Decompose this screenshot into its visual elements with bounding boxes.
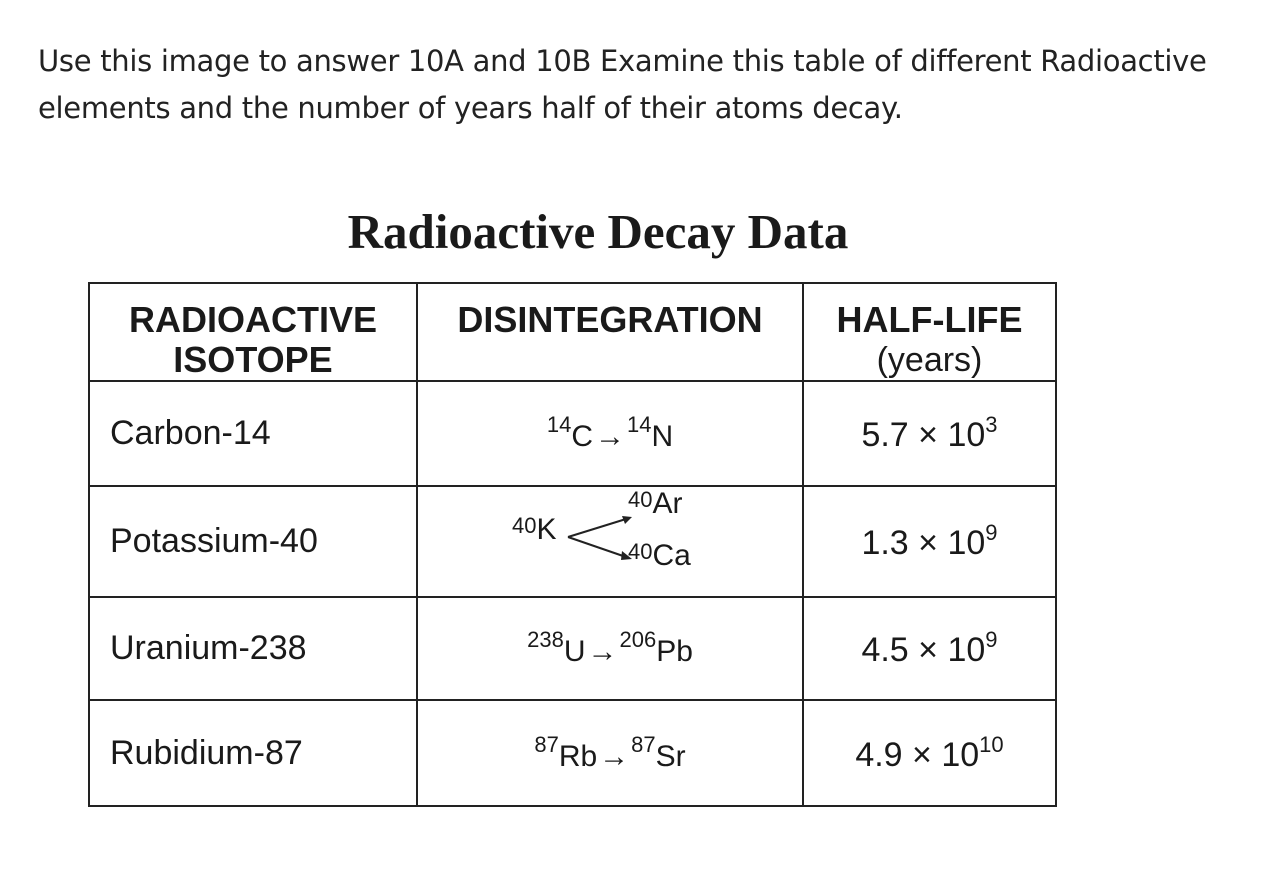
daughter-mass: 87 [631, 731, 656, 757]
halflife-mantissa: 4.5 × 10 [861, 631, 986, 669]
daughter1-symbol: Ar [652, 487, 683, 520]
header-halflife-label: HALF-LIFE [836, 299, 1023, 340]
isotope-cell: Rubidium-87 [89, 700, 417, 806]
parent-mass: 14 [546, 412, 572, 437]
daughter-mass: 14 [627, 412, 652, 437]
parent-symbol: K [536, 513, 557, 546]
daughter-symbol: N [651, 420, 674, 453]
halflife-cell [803, 381, 1056, 486]
halflife-exponent: 9 [985, 627, 998, 652]
table-row [89, 597, 1056, 700]
daughter2-symbol: Ca [652, 539, 691, 572]
decay-table [88, 282, 1057, 807]
disintegration-cell [417, 381, 803, 486]
parent-mass: 40 [512, 513, 537, 538]
halflife-cell [803, 486, 1056, 597]
arrow-icon: → [599, 739, 630, 773]
table-row [89, 381, 1056, 486]
intro-line-2: elements and the number of years half of their atoms decay. [38, 91, 903, 125]
header-isotope [89, 283, 417, 381]
parent-mass: 87 [534, 731, 559, 757]
halflife-exponent: 3 [985, 412, 998, 437]
parent-symbol: C [571, 420, 593, 453]
isotope-cell: Uranium-238 [89, 597, 417, 700]
header-isotope-line1: RADIOACTIVE [128, 299, 377, 340]
isotope-cell: Potassium-40 [89, 486, 417, 597]
parent-mass: 238 [527, 627, 564, 652]
halflife-mantissa: 4.9 × 10 [855, 735, 980, 774]
decay-figure [88, 200, 1056, 807]
halflife-exponent: 9 [985, 520, 998, 545]
daughter-symbol: Sr [655, 739, 686, 773]
daughter-symbol: Pb [656, 635, 693, 668]
halflife-mantissa: 5.7 × 10 [861, 416, 986, 454]
halflife-cell [803, 700, 1056, 806]
branching-decay [510, 487, 710, 587]
table-row [89, 486, 1056, 597]
header-halflife [803, 283, 1056, 381]
header-isotope-line2: ISOTOPE [173, 339, 333, 380]
halflife-cell [803, 597, 1056, 700]
daughter1-mass: 40 [628, 487, 653, 512]
disintegration-cell [417, 486, 803, 597]
header-halflife-unit: (years) [876, 341, 983, 379]
disintegration-cell [417, 700, 803, 806]
disintegration-cell [417, 597, 803, 700]
parent-symbol: Rb [558, 739, 598, 773]
intro-line-1: Use this image to answer 10A and 10B Examine this table of different Radioactive [38, 44, 1207, 78]
arrow-icon: → [587, 635, 618, 668]
daughter-mass: 206 [619, 627, 657, 652]
table-row [89, 700, 1056, 806]
daughter2-mass: 40 [628, 539, 653, 564]
figure-title: Radioactive Decay Data [347, 204, 849, 259]
intro-text [38, 38, 1238, 132]
halflife-exponent: 10 [979, 731, 1004, 757]
halflife-mantissa: 1.3 × 10 [861, 524, 986, 562]
table-header-row [89, 283, 1056, 381]
isotope-cell: Carbon-14 [89, 381, 417, 486]
header-disintegration: DISINTEGRATION [417, 283, 803, 381]
arrow-icon: → [595, 420, 625, 453]
parent-symbol: U [563, 635, 586, 668]
